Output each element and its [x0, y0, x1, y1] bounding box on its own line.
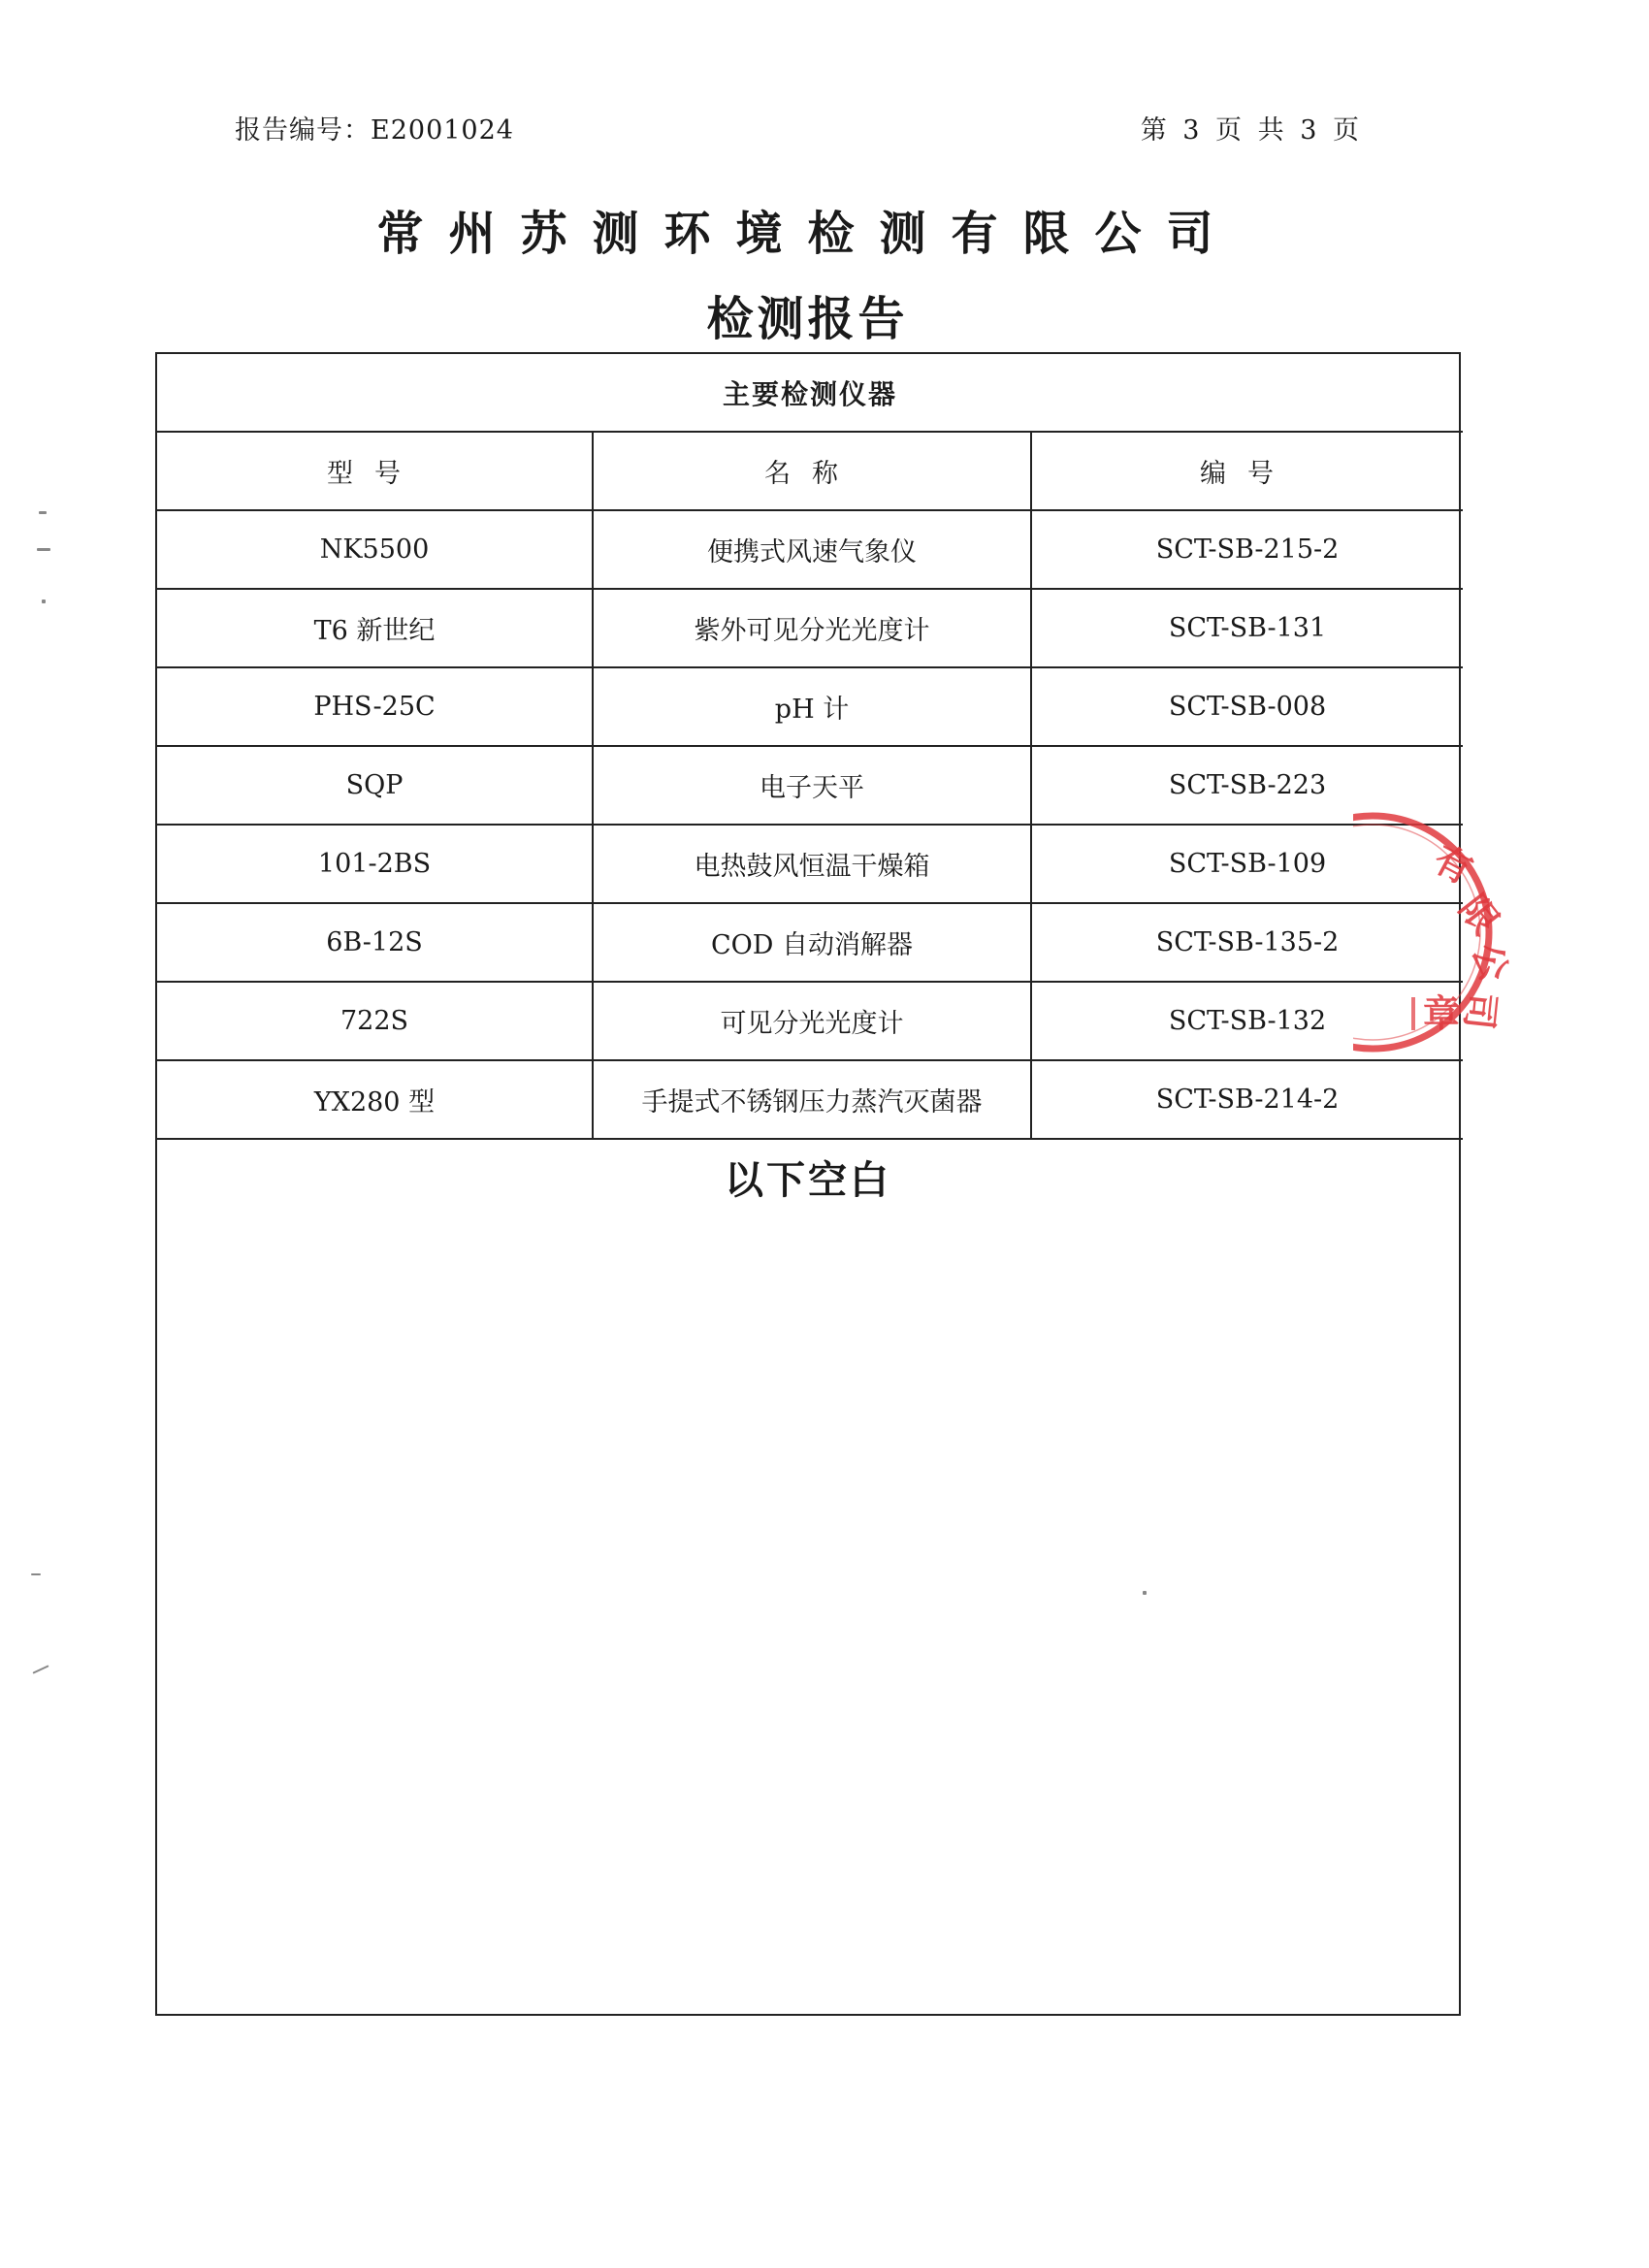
svg-text:限: 限: [1450, 887, 1507, 943]
instrument-model: T6 新世纪: [157, 589, 593, 667]
instrument-name: 紫外可见分光光度计: [593, 589, 1031, 667]
table-row: [157, 589, 1463, 667]
instrument-model: SQP: [157, 746, 593, 825]
scan-speck: [1143, 1591, 1147, 1595]
blank-below-note: 以下空白: [725, 1158, 891, 1203]
table-row: [157, 825, 1463, 903]
instrument-model: 6B-12S: [157, 903, 593, 982]
section-title: 主要检测仪器: [157, 354, 1463, 432]
svg-text:司: 司: [1457, 990, 1504, 1032]
scan-speck: [31, 1573, 41, 1575]
instrument-model: 722S: [157, 982, 593, 1060]
table-row: [157, 982, 1463, 1060]
page-indicator: 第 3 页 共 3 页: [1140, 115, 1360, 146]
instrument-model: PHS-25C: [157, 667, 593, 746]
column-header-code: 编号: [1031, 432, 1463, 510]
report-frame: [155, 352, 1461, 2016]
report-title: 检测报告: [706, 292, 909, 346]
svg-text:章: 章: [1423, 992, 1461, 1035]
instrument-code: SCT-SB-131: [1031, 589, 1463, 667]
instrument-model: 101-2BS: [157, 825, 593, 903]
scan-speck: [42, 599, 46, 603]
instrument-name: 手提式不锈钢压力蒸汽灭菌器: [593, 1060, 1031, 1139]
table-row: [157, 510, 1463, 589]
column-header-name: 名称: [593, 432, 1031, 510]
table-row: [157, 746, 1463, 825]
instrument-name: 可见分光光度计: [593, 982, 1031, 1060]
scan-speck: [39, 511, 47, 514]
instrument-name: pH 计: [593, 667, 1031, 746]
scan-speck: [37, 548, 50, 551]
instrument-model: YX280 型: [157, 1060, 593, 1139]
instrument-code: SCT-SB-008: [1031, 667, 1463, 746]
instrument-name: COD 自动消解器: [593, 903, 1031, 982]
instrument-code: SCT-SB-132: [1031, 982, 1463, 1060]
instrument-name: 电热鼓风恒温干燥箱: [593, 825, 1031, 903]
instrument-code: SCT-SB-135-2: [1031, 903, 1463, 982]
svg-text:公: 公: [1464, 938, 1517, 987]
scan-speck: [32, 1665, 48, 1673]
instrument-model: NK5500: [157, 510, 593, 589]
instrument-code: SCT-SB-215-2: [1031, 510, 1463, 589]
column-header-model: 型号: [157, 432, 593, 510]
company-name: 常州苏测环境检测有限公司: [376, 207, 1239, 261]
instrument-code: SCT-SB-223: [1031, 746, 1463, 825]
instrument-code: SCT-SB-109: [1031, 825, 1463, 903]
instrument-name: 电子天平: [593, 746, 1031, 825]
table-row: [157, 903, 1463, 982]
instrument-name: 便携式风速气象仪: [593, 510, 1031, 589]
svg-text:有: 有: [1426, 837, 1479, 892]
instrument-table: [157, 354, 1463, 1140]
report-number: 报告编号：E2001024: [235, 115, 514, 146]
table-row: [157, 1060, 1463, 1139]
table-row: [157, 667, 1463, 746]
instrument-code: SCT-SB-214-2: [1031, 1060, 1463, 1139]
